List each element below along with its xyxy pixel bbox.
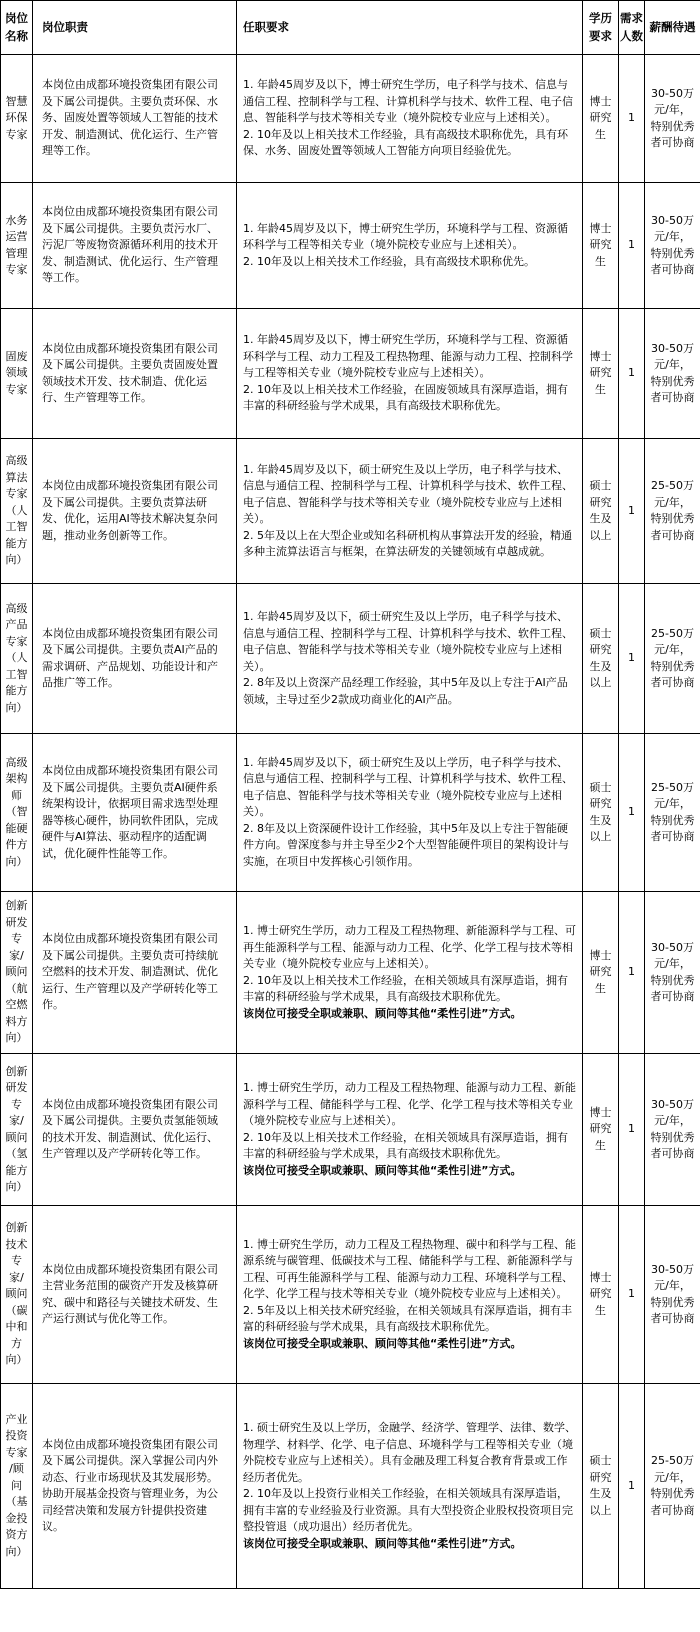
count-cell: 1 [619,309,645,439]
count-cell: 1 [619,584,645,734]
salary-cell: 25-50万 元/年， 特别优秀 者可协商 [645,734,700,892]
flexible-hire-note: 该岗位可接受全职或兼职、顾问等其他“柔性引进”方式。 [243,1006,522,1020]
position-cell: 创新 研发 专家/ 顾问 （航 空燃 料方 向） [1,892,33,1054]
position-cell: 高级 算法 专家 （人 工智 能方 向） [1,439,33,584]
duty-cell: 本岗位由成都环境投资集团有限公司及下属公司提供。主要负责氢能领域的技术开发、制造测试、优化运行、生产管理以及产学研转化等工作。 [33,1054,237,1206]
requirement-item: 2. 8年及以上资深硬件设计工作经验，其中5年及以上专注于智能硬件方向。曾深度参与并主导至少2个大型智能硬件项目的架构设计与实施，在项目中发挥核心引领作用。 [243,821,569,868]
table-row [1,1054,700,1206]
count-cell: 1 [619,55,645,183]
requirement-item: 1. 年龄45周岁及以下，硕士研究生及以上学历，电子科学与技术、信息与通信工程、控制科学与工程、计算机科学与技术、软件工程、电子信息、智能科学与技术等相关专业（境外院校专业应与上述相关）。 [243,610,573,673]
requirement-item: 2. 10年及以上相关技术工作经验，具有高级技术职称优先。 [243,254,535,268]
count-cell: 1 [619,1206,645,1384]
requirement-item: 1. 年龄45周岁及以下，博士研究生学历，环境科学与工程、资源循环科学与工程、动力工程及工程热物理、能源与动力工程、控制科学与工程等相关专业（境外院校专业应与上述相关）。 [243,333,573,380]
requirement-item: 1. 博士研究生学历，动力工程及工程热物理、碳中和科学与工程、能源系统与碳管理、低碳技术与工程、储能科学与工程、新能源科学与工程、可再生能源科学与工程、能源与动力工程、环境科学与工程、化学、化学工程与技术等相关专业（境外院校专业应与上述相关）。 [243,1237,576,1301]
education-cell: 硕士 研究 生及 以上 [583,1384,619,1589]
salary-cell: 30-50万 元/年， 特别优秀 者可协商 [645,1206,700,1384]
position-cell: 产业 投资 专家 /顾问 （基 金投 资方 向） [1,1384,33,1589]
flexible-hire-note: 该岗位可接受全职或兼职、顾问等其他“柔性引进”方式。 [243,1336,522,1350]
salary-cell: 30-50万 元/年， 特别优秀 者可协商 [645,183,700,309]
duty-cell: 本岗位由成都环境投资集团有限公司及下属公司提供。主要负责污水厂、污泥厂等废物资源循环利用的技术开发、制造测试、优化运行、生产管理等工作。 [33,183,237,309]
requirement-item: 2. 5年及以上相关技术研究经验，在相关领域具有深厚造诣，拥有丰富的科研经验与学术成果，具有高级技术职称优先。 [243,1303,572,1334]
requirements-cell [237,1054,583,1206]
position-cell: 高级 架构 师 （智 能硬 件方 向） [1,734,33,892]
table-row [1,1206,700,1384]
duty-cell: 本岗位由成都环境投资集团有限公司及下属公司提供。主要负责环保、水务、固废处置等领域人工智能的技术开发、制造测试、优化运行、生产管理等工作。 [33,55,237,183]
salary-cell: 25-50万 元/年， 特别优秀 者可协商 [645,439,700,584]
flexible-hire-note: 该岗位可接受全职或兼职、顾问等其他“柔性引进”方式。 [243,1536,522,1550]
requirement-item: 1. 年龄45周岁及以下，硕士研究生及以上学历，电子科学与技术、信息与通信工程、控制科学与工程、计算机科学与技术、软件工程、电子信息、智能科学与技术等相关专业（境外院校专业应与上述相关）。 [243,755,573,819]
requirement-item: 2. 10年及以上相关技术工作经验，具有高级技术职称优先，具有环保、水务、固废处置等领域人工智能方向项目经验优先。 [243,127,568,158]
salary-cell: 25-50万 元/年， 特别优秀 者可协商 [645,584,700,734]
requirement-item: 1. 博士研究生学历，动力工程及工程热物理、新能源科学与工程、可再生能源科学与工程、能源与动力工程、化学、化学工程与技术等相关专业（境外院校专业应与上述相关）。 [243,924,576,970]
count-cell: 1 [619,892,645,1054]
duty-cell: 本岗位由成都环境投资集团有限公司及下属公司提供。主要负责固废处置领域技术开发、技术制造、优化运行、生产管理等工作。 [33,309,237,439]
count-cell: 1 [619,1054,645,1206]
requirements-cell [237,183,583,309]
duty-cell: 本岗位由成都环境投资集团有限公司主营业务范围的碳资产开发及核算研究、碳中和路径与关键技术研发、生产运行测试与优化等工作。 [33,1206,237,1384]
requirement-item: 1. 年龄45周岁及以下，博士研究生学历，环境科学与工程、资源循环科学与工程等相关专业（境外院校专业应与上述相关）。 [243,221,568,252]
table-row [1,439,700,584]
position-cell: 创新 技术 专家/ 顾问 （碳 中和 方 向） [1,1206,33,1384]
table-row [1,892,700,1054]
duty-cell: 本岗位由成都环境投资集团有限公司及下属公司提供。深入掌握公司内外动态、行业市场现状及其发展形势。协助开展基金投资与管理业务，为公司经营决策和发展方针提供投资建议。 [33,1384,237,1589]
education-cell: 博士 研究 生 [583,309,619,439]
table-row [1,584,700,734]
education-cell: 博士 研究 生 [583,183,619,309]
salary-cell: 30-50万 元/年， 特别优秀 者可协商 [645,55,700,183]
table-body [1,55,700,1589]
flexible-hire-note: 该岗位可接受全职或兼职、顾问等其他“柔性引进”方式。 [243,1163,522,1177]
table-header-row [1,1,700,55]
education-cell: 博士 研究 生 [583,892,619,1054]
requirements-cell [237,892,583,1054]
header-education: 学历 要求 [583,1,619,55]
table-row [1,309,700,439]
salary-cell: 30-50万 元/年， 特别优秀 者可协商 [645,892,700,1054]
requirements-cell [237,734,583,892]
header-duty: 岗位职责 [33,1,237,55]
requirement-item: 1. 年龄45周岁及以下，博士研究生学历，电子科学与技术、信息与通信工程、控制科学与工程、计算机科学与技术、软件工程、电子信息、智能科学与技术等相关专业（境外院校专业应与上述相关）。 [243,78,573,125]
table-row [1,1384,700,1589]
table-row [1,183,700,309]
position-cell: 智慧 环保 专家 [1,55,33,183]
education-cell: 硕士 研究 生及 以上 [583,734,619,892]
table-row [1,55,700,183]
header-salary: 薪酬待遇 [645,1,700,55]
requirement-item: 2. 10年及以上相关技术工作经验，在固废领域具有深厚造诣，拥有丰富的科研经验与学术成果，具有高级技术职称优先。 [243,382,568,413]
count-cell: 1 [619,1384,645,1589]
table-row [1,734,700,892]
duty-cell: 本岗位由成都环境投资集团有限公司及下属公司提供。主要负责AI产品的需求调研、产品规划、功能设计和产品推广等工作。 [33,584,237,734]
position-cell: 创新 研发 专家/ 顾问 （氢 能方 向） [1,1054,33,1206]
position-cell: 水务 运营 管理 专家 [1,183,33,309]
education-cell: 硕士 研究 生及 以上 [583,584,619,734]
requirements-cell [237,1384,583,1589]
education-cell: 博士 研究 生 [583,55,619,183]
position-cell: 高级 产品 专家 （人 工智 能方 向） [1,584,33,734]
requirements-cell [237,584,583,734]
requirements-cell [237,439,583,584]
education-cell: 博士 研究 生 [583,1054,619,1206]
count-cell: 1 [619,183,645,309]
requirement-item: 1. 博士研究生学历，动力工程及工程热物理、能源与动力工程、新能源科学与工程、储能科学与工程、化学、化学工程与技术等相关专业（境外院校专业应与上述相关）。 [243,1081,576,1127]
requirement-item: 1. 硕士研究生及以上学历，金融学、经济学、管理学、法律、数学、物理学、材料学、化学、电子信息、环境科学与工程等相关专业（境外院校专业应与上述相关）。具有金融及理工科复合教育背景或工作经历者优先。 [243,1421,576,1484]
education-cell: 硕士 研究 生及 以上 [583,439,619,584]
requirement-item: 2. 5年及以上在大型企业或知名科研机构从事算法开发的经验，精通多种主流算法语言与框架，在算法研发的关键领域有卓越成就。 [243,528,572,558]
salary-cell: 30-50万 元/年， 特别优秀 者可协商 [645,1054,700,1206]
header-requirements: 任职要求 [237,1,583,55]
count-cell: 1 [619,734,645,892]
requirements-cell [237,309,583,439]
salary-cell: 30-50万 元/年， 特别优秀 者可协商 [645,309,700,439]
requirement-item: 2. 10年及以上相关技术工作经验，在相关领域具有深厚造诣，拥有丰富的科研经验与学术成果，具有高级技术职称优先。 [243,1130,568,1160]
duty-cell: 本岗位由成都环境投资集团有限公司及下属公司提供。主要负责AI硬件系统架构设计，依据项目需求选型处理器等核心硬件，协同软件团队，完成硬件与AI算法、驱动程序的适配调试，优化硬件性能等工作。 [33,734,237,892]
salary-cell: 25-50万 元/年， 特别优秀 者可协商 [645,1384,700,1589]
header-count: 需求 人数 [619,1,645,55]
requirement-item: 1. 年龄45周岁及以下，硕士研究生及以上学历，电子科学与技术、信息与通信工程、控制科学与工程、计算机科学与技术、软件工程、电子信息、智能科学与技术等相关专业（境外院校专业应与上述相关）。 [243,462,573,525]
header-position: 岗位 名称 [1,1,33,55]
count-cell: 1 [619,439,645,584]
position-cell: 固废 领域 专家 [1,309,33,439]
requirements-cell [237,55,583,183]
requirements-cell [237,1206,583,1384]
requirement-item: 2. 10年及以上投资行业相关工作经验，在相关领域具有深厚造诣，拥有丰富的专业经验及行业资源。具有大型投资企业股权投资项目完整投管退（成功退出）经历者优先。 [243,1487,573,1533]
duty-cell: 本岗位由成都环境投资集团有限公司及下属公司提供。主要负责算法研发、优化，运用AI等技术解决复杂问题，推动业务创新等工作。 [33,439,237,584]
duty-cell: 本岗位由成都环境投资集团有限公司及下属公司提供。主要负责可持续航空燃料的技术开发、制造测试、优化运行、生产管理以及产学研转化等工作。 [33,892,237,1054]
requirement-item: 2. 10年及以上相关技术工作经验，在相关领域具有深厚造诣，拥有丰富的科研经验与学术成果，具有高级技术职称优先。 [243,973,568,1003]
education-cell: 博士 研究 生 [583,1206,619,1384]
requirement-item: 2. 8年及以上资深产品经理工作经验，其中5年及以上专注于AI产品领域，主导过至少2款成功商业化的AI产品。 [243,676,568,706]
